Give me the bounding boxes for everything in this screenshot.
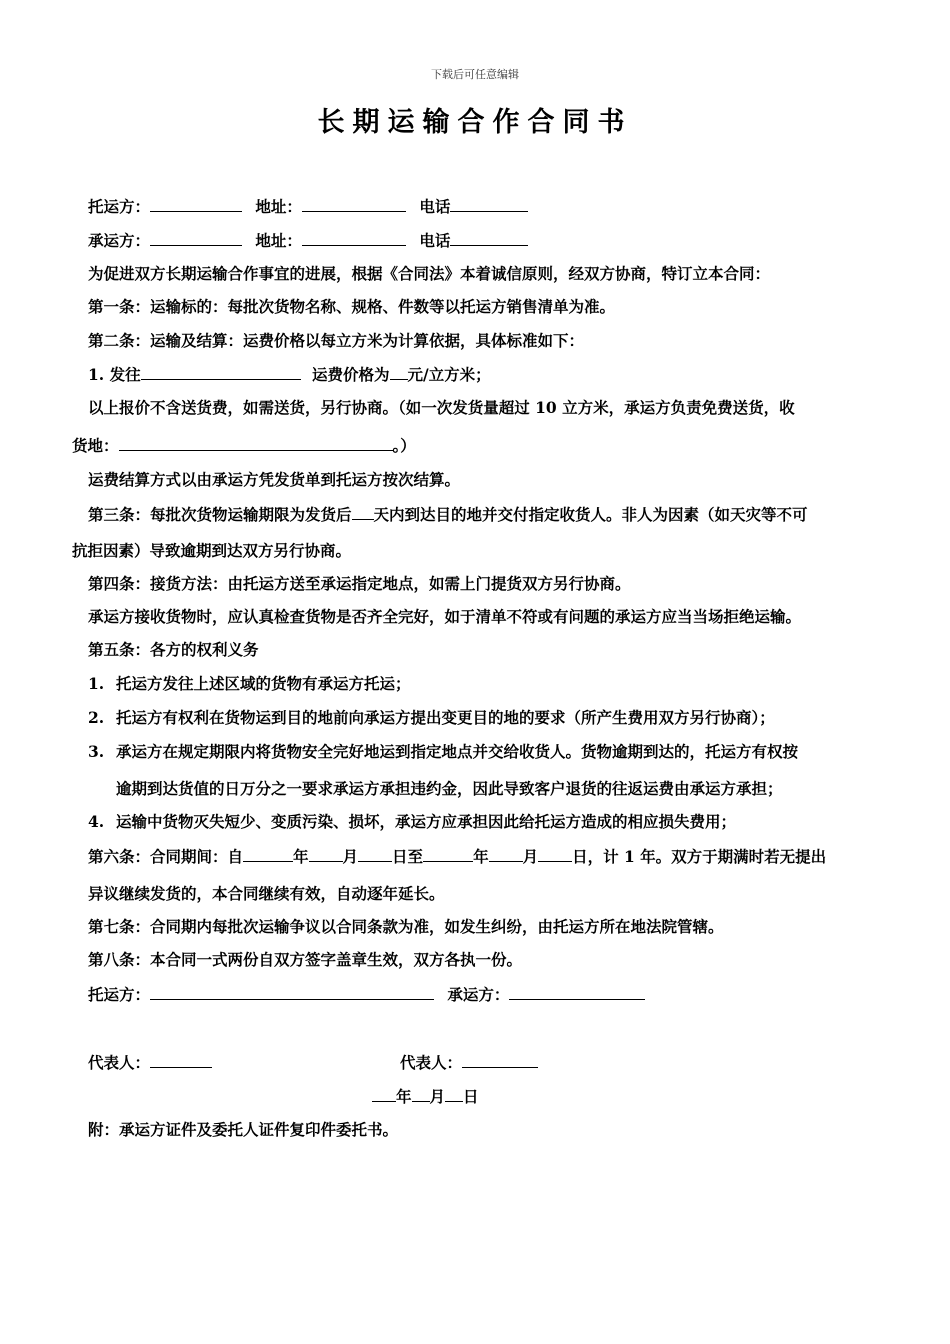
shipper-address-blank[interactable] — [302, 196, 406, 212]
shipper-rep-blank[interactable] — [150, 1052, 212, 1068]
price-item-1 — [88, 364, 491, 385]
date-day-blank[interactable] — [445, 1086, 463, 1102]
right-item-4 — [88, 812, 736, 832]
article-5: 第五条：各方的权利义务 — [88, 640, 259, 659]
article-7: 第七条：合同期内每批次运输争议以合同条款为准，如发生纠纷，由托运方所在地法院管辖。 — [88, 917, 724, 936]
right-item-3-number: 3. — [88, 742, 105, 761]
settlement-text: 运费结算方式以由承运方凭发货单到托运方按次结算。 — [88, 470, 461, 489]
days-blank[interactable] — [352, 504, 374, 520]
shipper-phone-blank[interactable] — [450, 196, 528, 212]
article-4-cont: 承运方接收货物时，应认真检查货物是否齐全完好，如于清单不符或有问题的承运方应当当场拒绝运输。 — [88, 607, 802, 626]
right-item-4-number: 4. — [88, 812, 105, 831]
start-year-blank[interactable] — [243, 846, 293, 862]
shipper-rep-label: 代表人： — [88, 1053, 151, 1072]
delivery-place-end: 。） — [392, 436, 416, 455]
shipper-row — [88, 196, 528, 217]
end-month-blank[interactable] — [489, 846, 523, 862]
appendix-text: 附：承运方证件及委托人证件复印件委托书。 — [88, 1120, 399, 1139]
carrier-phone-blank[interactable] — [450, 230, 528, 246]
right-item-3 — [88, 742, 798, 762]
page-title: 长期运输合作合同书 — [317, 107, 633, 138]
right-item-2-text: 托运方有权利在货物运到目的地前向承运方提出变更目的地的要求（所产生费用双方另行协商）； — [116, 708, 775, 727]
article-3 — [88, 504, 808, 525]
shipper-blank[interactable] — [150, 196, 242, 212]
shipper-label: 托运方： — [88, 197, 151, 216]
carrier-rep-blank[interactable] — [462, 1052, 538, 1068]
date-month-blank[interactable] — [412, 1086, 430, 1102]
signature-row — [88, 984, 645, 1005]
shipper-address-label: 地址： — [255, 197, 302, 216]
end-year-label: 年 — [473, 847, 489, 866]
destination-blank[interactable] — [141, 364, 301, 380]
delivery-place-blank[interactable] — [119, 435, 393, 451]
shipper-signature-label: 托运方： — [88, 985, 151, 1004]
date-day-label: 日 — [463, 1087, 479, 1106]
right-item-4-text: 运输中货物灭失短少、变质污染、损坏，承运方应承担因此给托运方造成的相应损失费用； — [116, 812, 737, 831]
carrier-row — [88, 230, 528, 251]
carrier-label: 承运方： — [88, 231, 151, 250]
carrier-rep-label: 代表人： — [400, 1053, 463, 1072]
article-8: 第八条：本合同一式两份自双方签字盖章生效，双方各执一份。 — [88, 950, 523, 969]
date-month-label: 月 — [429, 1087, 446, 1106]
article-4: 第四条：接货方法：由托运方送至承运指定地点，如需上门提货双方另行协商。 — [88, 574, 631, 593]
delivery-place-label: 货地： — [72, 436, 119, 455]
intro-text: 为促进双方长期运输合作事宜的进展，根据《合同法》本着诚信原则，经双方协商，特订立本合同： — [88, 264, 771, 283]
end-month-label: 月 — [522, 847, 539, 866]
end-day-blank[interactable] — [538, 846, 572, 862]
price-label: 运费价格为 — [311, 365, 390, 384]
date-row — [372, 1086, 479, 1107]
date-year-blank[interactable] — [372, 1086, 396, 1102]
right-item-3-cont: 逾期到达货值的日万分之一要求承运方承担违约金，因此导致客户退货的往返运费由承运方承担； — [116, 779, 783, 798]
shipper-phone-label: 电话 — [419, 197, 451, 216]
article-3-cont: 抗拒因素）导致逾期到达双方另行协商。 — [72, 541, 352, 560]
date-year-label: 年 — [396, 1087, 412, 1106]
page-header: 下载后可任意编辑 — [431, 68, 519, 81]
carrier-phone-label: 电话 — [419, 231, 451, 250]
shipper-signature-blank[interactable] — [150, 984, 434, 1000]
end-year-blank[interactable] — [423, 846, 473, 862]
carrier-blank[interactable] — [150, 230, 242, 246]
right-item-1-text: 托运方发往上述区域的货物有承运方托运； — [116, 674, 411, 693]
period-to-label: 日至 — [392, 847, 424, 866]
price-note: 以上报价不含送货费，如需送货，另行协商。（如一次发货量超过 10 立方米，承运方负责免费送货，收 — [88, 398, 795, 417]
article-6 — [88, 846, 826, 867]
article-1: 第一条：运输标的：每批次货物名称、规格、件数等以托运方销售清单为准。 — [88, 297, 616, 316]
right-item-2-number: 2. — [88, 708, 105, 727]
start-year-label: 年 — [293, 847, 309, 866]
start-month-label: 月 — [342, 847, 359, 866]
start-day-blank[interactable] — [358, 846, 392, 862]
destination-label: 1. 发往 — [88, 365, 141, 384]
carrier-address-blank[interactable] — [302, 230, 406, 246]
right-item-3-text: 承运方在规定期限内将货物安全完好地运到指定地点并交给收货人。货物逾期到达的，托运方有权按 — [116, 742, 799, 761]
period-from-label: 第六条：合同期间：自 — [88, 847, 244, 866]
right-item-2 — [88, 708, 775, 728]
price-note-2 — [72, 435, 416, 456]
period-end-text: 日，计 1 年。双方于期满时若无提出 — [572, 847, 827, 866]
right-item-1-number: 1. — [88, 674, 105, 693]
start-month-blank[interactable] — [309, 846, 343, 862]
carrier-address-label: 地址： — [255, 231, 302, 250]
representative-row-right — [400, 1052, 538, 1073]
carrier-signature-label: 承运方： — [447, 985, 510, 1004]
article-3-part-a: 第三条：每批次货物运输期限为发货后 — [88, 505, 352, 524]
article-3-part-b: 天内到达目的地并交付指定收货人。非人为因素（如天灾等不可 — [373, 505, 808, 524]
right-item-1 — [88, 674, 411, 694]
representative-row — [88, 1052, 212, 1073]
price-blank[interactable] — [390, 364, 408, 380]
article-2: 第二条：运输及结算：运费价格以每立方米为计算依据，具体标准如下： — [88, 331, 585, 350]
carrier-signature-blank[interactable] — [509, 984, 645, 1000]
article-6-cont: 异议继续发货的，本合同继续有效，自动逐年延长。 — [88, 884, 445, 903]
price-unit: 元/立方米； — [407, 365, 491, 384]
